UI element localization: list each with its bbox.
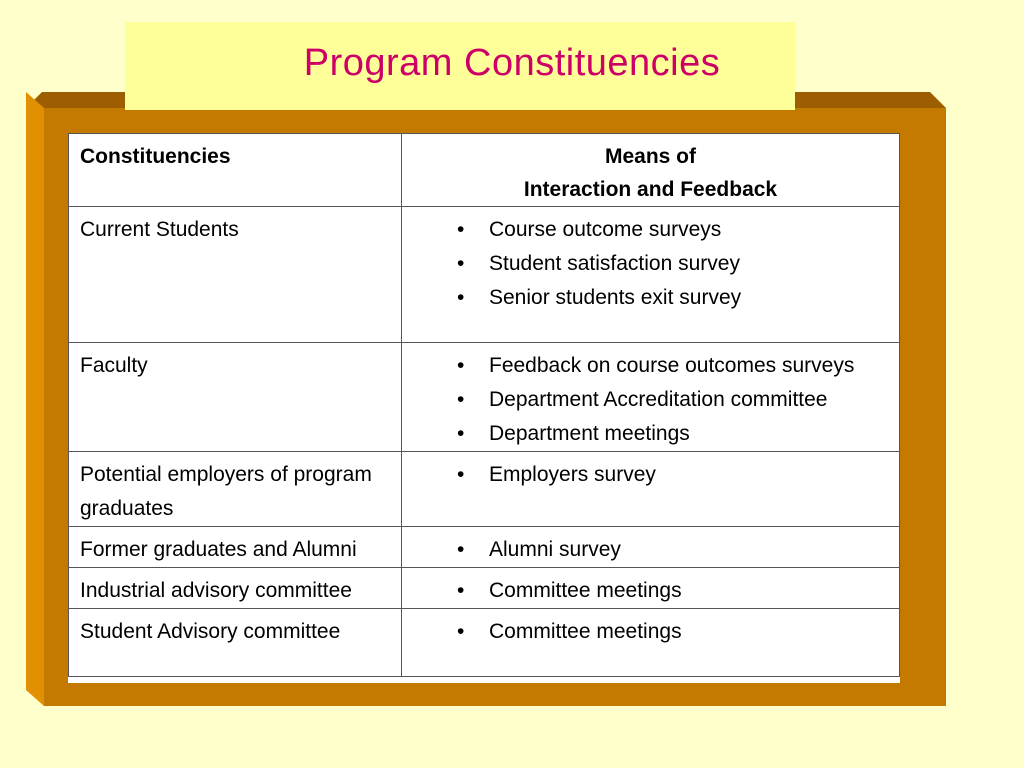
means-list xyxy=(413,458,899,492)
list-item: • Committee meetings xyxy=(457,615,899,649)
list-item: • Committee meetings xyxy=(457,574,899,608)
title-box-extension xyxy=(125,92,795,110)
means-list xyxy=(413,615,899,649)
means-cell xyxy=(402,609,900,677)
constituency-cell: Potential employers of program graduates xyxy=(69,452,402,527)
constituency-cell: Student Advisory committee xyxy=(69,609,402,677)
constituency-cell: Current Students xyxy=(69,207,402,343)
constituency-cell: Former graduates and Alumni xyxy=(69,527,402,568)
header-means xyxy=(402,134,900,207)
list-item: • Employers survey xyxy=(457,458,899,492)
table-container xyxy=(68,133,900,683)
page-title: Program Constituencies xyxy=(303,42,721,84)
means-cell xyxy=(402,568,900,609)
list-item: • Senior students exit survey xyxy=(457,281,899,315)
list-item: • Alumni survey xyxy=(457,533,899,567)
table-row xyxy=(69,527,900,568)
header-means-line1: Means of xyxy=(604,145,696,168)
means-cell xyxy=(402,207,900,343)
header-constituencies: Constituencies xyxy=(69,134,402,207)
means-list xyxy=(413,213,899,315)
constituency-cell: Industrial advisory committee xyxy=(69,568,402,609)
table-row xyxy=(69,343,900,452)
constituency-cell: Faculty xyxy=(69,343,402,452)
header-means-line2: Interaction and Feedback xyxy=(523,178,778,201)
table-header-row xyxy=(69,134,900,207)
constituencies-table xyxy=(68,133,900,677)
table-row xyxy=(69,568,900,609)
means-cell xyxy=(402,343,900,452)
table-row xyxy=(69,452,900,527)
frame-left-bevel xyxy=(26,92,44,706)
table-row xyxy=(69,207,900,343)
list-item: • Student satisfaction survey xyxy=(457,247,899,281)
means-cell xyxy=(402,452,900,527)
means-list xyxy=(413,349,899,451)
list-item: • Department Accreditation committee xyxy=(457,383,899,417)
means-list xyxy=(413,533,899,567)
list-item: • Department meetings xyxy=(457,417,899,451)
table-row xyxy=(69,609,900,677)
list-item: • Feedback on course outcomes surveys xyxy=(457,349,899,383)
means-cell xyxy=(402,527,900,568)
means-list xyxy=(413,574,899,608)
list-item: • Course outcome surveys xyxy=(457,213,899,247)
